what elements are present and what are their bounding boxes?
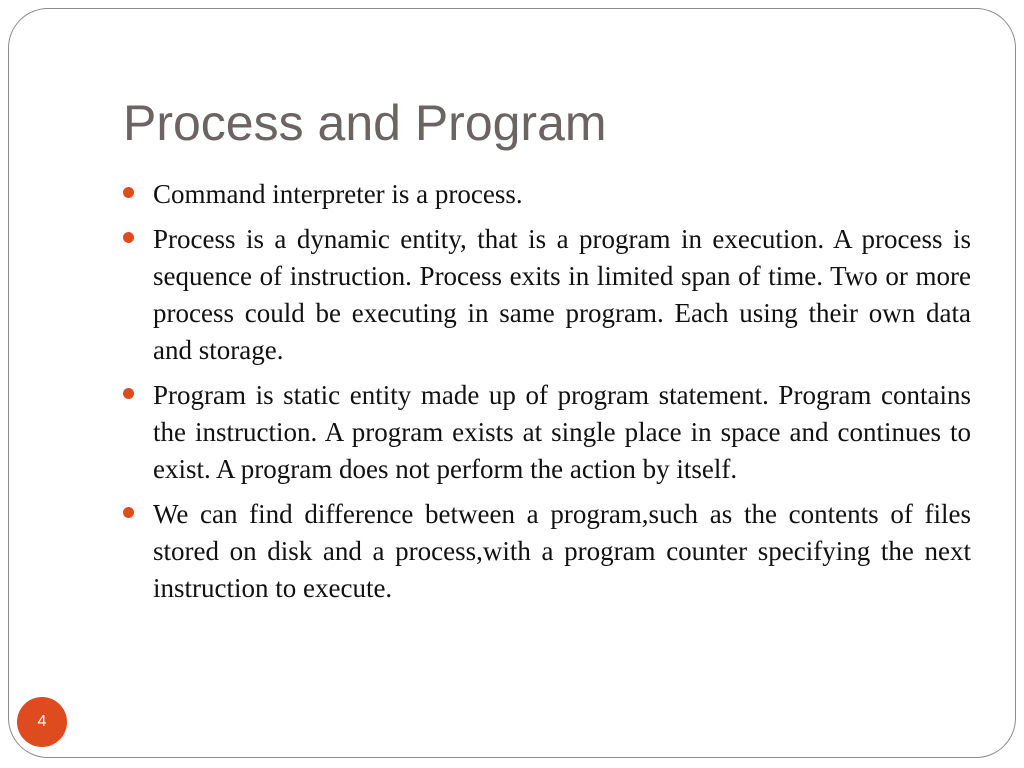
slide-frame bbox=[8, 8, 1016, 758]
bullet-list bbox=[153, 176, 971, 615]
bullet-dot-icon bbox=[123, 507, 134, 518]
bullet-text: Program is static entity made up of program statement. Program contains the instruction. A program exists at single place in space and continues to exist. A program does not perform the action by itself. bbox=[153, 380, 971, 484]
page-number-badge: 4 bbox=[17, 697, 67, 747]
bullet-text: We can find difference between a program,such as the contents of files stored on disk and a process,with a program counter specifying the next instruction to execute. bbox=[153, 499, 971, 603]
bullet-dot-icon bbox=[123, 187, 134, 198]
bullet-text: Command interpreter is a process. bbox=[153, 179, 523, 209]
bullet-item bbox=[153, 176, 971, 213]
bullet-dot-icon bbox=[123, 388, 134, 399]
bullet-item bbox=[153, 377, 971, 488]
bullet-text: Process is a dynamic entity, that is a program in execution. A process is sequence of instruction. Process exits in limited span of time. Two or more process could be executing in same program. Each using their own data and storage. bbox=[153, 224, 971, 365]
slide-title: Process and Program bbox=[123, 95, 607, 151]
bullet-item bbox=[153, 221, 971, 369]
bullet-item bbox=[153, 496, 971, 607]
bullet-dot-icon bbox=[123, 232, 134, 243]
